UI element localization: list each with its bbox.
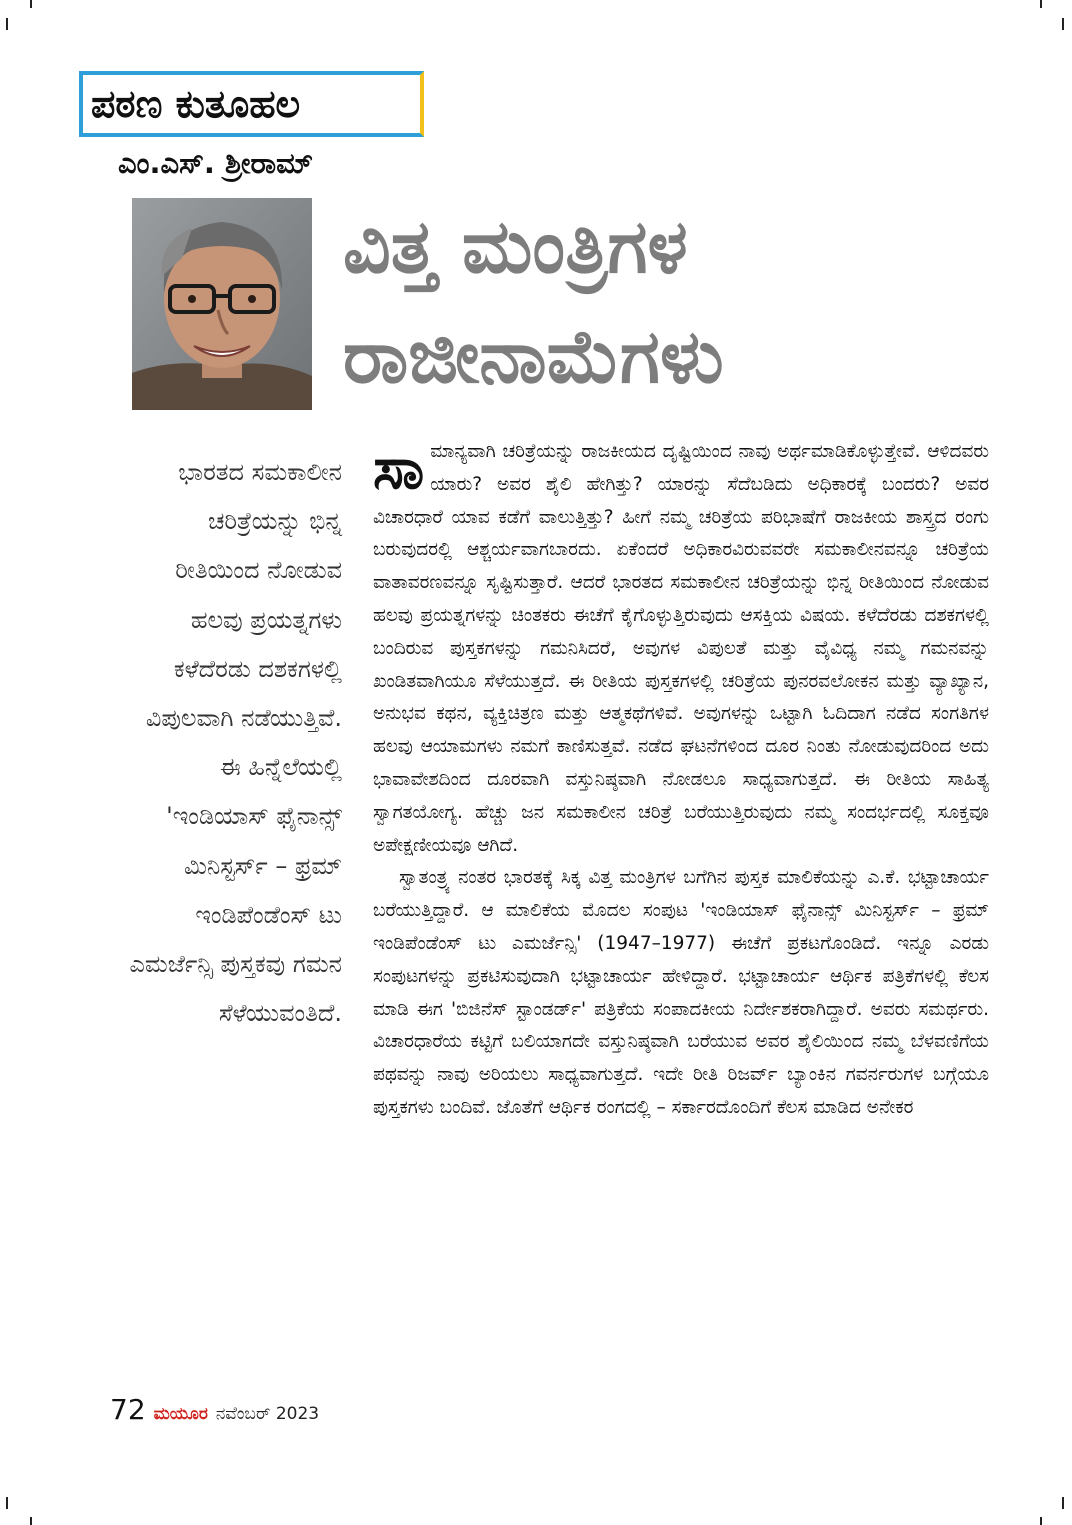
crop-mark [6, 18, 8, 30]
pull-quote: ಭಾರತದ ಸಮಕಾಲೀನ ಚರಿತ್ರೆಯನ್ನು ಭಿನ್ನ ರೀತಿಯಿಂದ ನೋಡುವ ಹಲವು ಪ್ರಯತ್ನಗಳು ಕಳೆದೆರಡು ದಶಕಗಳಲ್ಲಿ ವಿಪುಲವಾಗಿ ನಡೆಯುತ್ತಿವೆ. ಈ ಹಿನ್ನೆಲೆಯಲ್ಲಿ 'ಇಂಡಿಯಾಸ್ ಫೈನಾನ್ಸ್ ಮಿನಿಸ್ಟರ್ಸ್ – ಫ್ರಮ್ ಇಂಡಿಪೆಂಡೆಂಸ್ ಟು ಎಮರ್ಜೆನ್ಸಿ ಪುಸ್ತಕವು ಗಮನ ಸೆಳೆಯುವಂತಿದೆ. [129, 458, 342, 1028]
article-title [343, 192, 1033, 412]
page-number: 72 [110, 1393, 146, 1426]
crop-mark [1040, 1517, 1042, 1525]
article-title-line-2: ರಾಜೀನಾಮೆಗಳು [343, 314, 724, 400]
crop-mark [6, 1497, 8, 1509]
article-body [373, 436, 989, 1125]
body-paragraph [373, 436, 989, 862]
column-banner [79, 71, 424, 137]
crop-mark [1062, 1497, 1064, 1509]
magazine-name: ಮಯೂರ [153, 1404, 208, 1424]
crop-mark [30, 0, 32, 8]
crop-mark [1040, 0, 1042, 8]
author-name: ಎಂ.ಎಸ್. ಶ್ರೀರಾಮ್ [118, 146, 314, 180]
column-name: ಪಠಣ ಕುತೂಹಲ [91, 81, 301, 126]
page-footer [110, 1393, 319, 1426]
paragraph-1-text: ಮಾನ್ಯವಾಗಿ ಚರಿತ್ರೆಯನ್ನು ರಾಜಕೀಯದ ದೃಷ್ಟಿಯಿಂದ ನಾವು ಅರ್ಥಮಾಡಿಕೊಳ್ಳುತ್ತೇವೆ. ಆಳಿದವರು ಯಾರು? ಅವರ ಶೈಲಿ ಹೇಗಿತ್ತು? ಯಾರನ್ನು ಸೆದೆಬಡಿದು ಅಧಿಕಾರಕ್ಕೆ ಬಂದರು? ಅವರ ವಿಚಾರಧಾರೆ ಯಾವ ಕಡೆಗೆ ವಾಲುತ್ತಿತ್ತು? ಹೀಗೆ ನಮ್ಮ ಚರಿತ್ರೆಯ ಪರಿಭಾಷೆಗೆ ರಾಜಕೀಯ ಶಾಸ್ತ್ರದ ರಂಗು ಬರುವುದರಲ್ಲಿ ಆಶ್ಚರ್ಯವಾಗಬಾರದು. ಏಕೆಂದರೆ ಅಧಿಕಾರವಿರುವವರೇ ಸಮಕಾಲೀನವನ್ನೂ ಚರಿತ್ರೆಯ ವಾತಾವರಣವನ್ನೂ ಸೃಷ್ಟಿಸುತ್ತಾರೆ. ಆದರೆ ಭಾರತದ ಸಮಕಾಲೀನ ಚರಿತ್ರೆಯನ್ನು ಭಿನ್ನ ರೀತಿಯಿಂದ ನೋಡುವ ಹಲವು ಪ್ರಯತ್ನಗಳನ್ನು ಚಿಂತಕರು ಈಚೆಗೆ ಕೈಗೊಳ್ಳುತ್ತಿರುವುದು ಆಸಕ್ತಿಯ ವಿಷಯ. ಕಳೆದೆರಡು ದಶಕಗಳಲ್ಲಿ ಬಂದಿರುವ ಪುಸ್ತಕಗಳನ್ನು ಗಮನಿಸಿದರೆ, ಅವುಗಳ ವಿಪುಲತೆ ಮತ್ತು ವೈವಿಧ್ಯ ನಮ್ಮ ಗಮನವನ್ನು ಖಂಡಿತವಾಗಿಯೂ ಸೆಳೆಯುತ್ತದೆ. ಈ ರೀತಿಯ ಪುಸ್ತಕಗಳಲ್ಲಿ ಚರಿತ್ರೆಯ ಪುನರವಲೋಕನ ಮತ್ತು ವ್ಯಾಖ್ಯಾನ, ಅನುಭವ ಕಥನ, ವ್ಯಕ್ತಿಚಿತ್ರಣ ಮತ್ತು ಆತ್ಮಕಥೆಗಳಿವೆ. ಅವುಗಳನ್ನು ಒಟ್ಟಾಗಿ ಓದಿದಾಗ ನಡೆದ ಸಂಗತಿಗಳ ಹಲವು ಆಯಾಮಗಳು ನಮಗೆ ಕಾಣಿಸುತ್ತವೆ. ನಡೆದ ಘಟನೆಗಳಿಂದ ದೂರ ನಿಂತು ನೋಡುವುದರಿಂದ ಅದು ಭಾವಾವೇಶದಿಂದ ದೂರವಾಗಿ ವಸ್ತುನಿಷ್ಠವಾಗಿ ನೋಡಲೂ ಸಾಧ್ಯವಾಗುತ್ತದೆ. ಈ ರೀತಿಯ ಸಾಹಿತ್ಯ ಸ್ವಾಗತಯೋಗ್ಯ. ಹೆಚ್ಚು ಜನ ಸಮಕಾಲೀನ ಚರಿತ್ರೆ ಬರೆಯುತ್ತಿರುವುದು ನಮ್ಮ ಸಂದರ್ಭದಲ್ಲಿ ಸೂಕ್ತವೂ ಅಪೇಕ್ಷಣೀಯವೂ ಆಗಿದೆ. [373, 441, 989, 856]
crop-mark [30, 1517, 32, 1525]
body-paragraph: ಸ್ವಾತಂತ್ರ್ಯ ನಂತರ ಭಾರತಕ್ಕೆ ಸಿಕ್ಕ ವಿತ್ತ ಮಂತ್ರಿಗಳ ಬಗೆಗಿನ ಪುಸ್ತಕ ಮಾಲಿಕೆಯನ್ನು ಎ.ಕೆ. ಭಟ್ಟಾಚಾರ್ಯ ಬರೆಯುತ್ತಿದ್ದಾರೆ. ಆ ಮಾಲಿಕೆಯ ಮೊದಲ ಸಂಪುಟ 'ಇಂಡಿಯಾಸ್ ಫೈನಾನ್ಸ್ ಮಿನಿಸ್ಟರ್ಸ್ – ಫ್ರಮ್ ಇಂಡಿಪೆಂಡೆಂಸ್ ಟು ಎಮರ್ಜೆನ್ಸಿ' (1947–1977) ಈಚೆಗೆ ಪ್ರಕಟಗೊಂಡಿದೆ. ಇನ್ನೂ ಎರಡು ಸಂಪುಟಗಳನ್ನು ಪ್ರಕಟಿಸುವುದಾಗಿ ಭಟ್ಟಾಚಾರ್ಯ ಹೇಳಿದ್ದಾರೆ. ಭಟ್ಟಾಚಾರ್ಯ ಆರ್ಥಿಕ ಪತ್ರಿಕೆಗಳಲ್ಲಿ ಕೆಲಸ ಮಾಡಿ ಈಗ 'ಬಿಜಿನೆಸ್ ಸ್ಟಾಂಡರ್ಡ್' ಪತ್ರಿಕೆಯ ಸಂಪಾದಕೀಯ ನಿರ್ದೇಶಕರಾಗಿದ್ದಾರೆ. ಅವರು ಸಮರ್ಥರು. ವಿಚಾರಧಾರೆಯ ಕಟ್ಟಿಗೆ ಬಲಿಯಾಗದೇ ವಸ್ತುನಿಷ್ಠವಾಗಿ ಬರೆಯುವ ಅವರ ಶೈಲಿಯಿಂದ ನಮ್ಮ ಬೆಳವಣಿಗೆಯ ಪಥವನ್ನು ನಾವು ಅರಿಯಲು ಸಾಧ್ಯವಾಗುತ್ತದೆ. ಇದೇ ರೀತಿ ರಿಜರ್ವ್ ಬ್ಯಾಂಕಿನ ಗವರ್ನರುಗಳ ಬಗ್ಗೆಯೂ ಪುಸ್ತಕಗಳು ಬಂದಿವೆ. ಜೊತೆಗೆ ಆರ್ಥಿಕ ರಂಗದಲ್ಲಿ – ಸರ್ಕಾರದೊಂದಿಗೆ ಕೆಲಸ ಮಾಡಿದ ಅನೇಕರ [373, 867, 989, 1118]
drop-cap: ಸಾ [373, 434, 425, 502]
portrait-illustration [132, 198, 312, 410]
issue-date: ನವೆಂಬರ್ 2023 [215, 1404, 320, 1424]
banner-accent-border [192, 71, 424, 137]
crop-mark [1062, 18, 1064, 30]
author-portrait [132, 198, 312, 410]
article-title-line-1: ವಿತ್ತ ಮಂತ್ರಿಗಳ [343, 204, 688, 290]
